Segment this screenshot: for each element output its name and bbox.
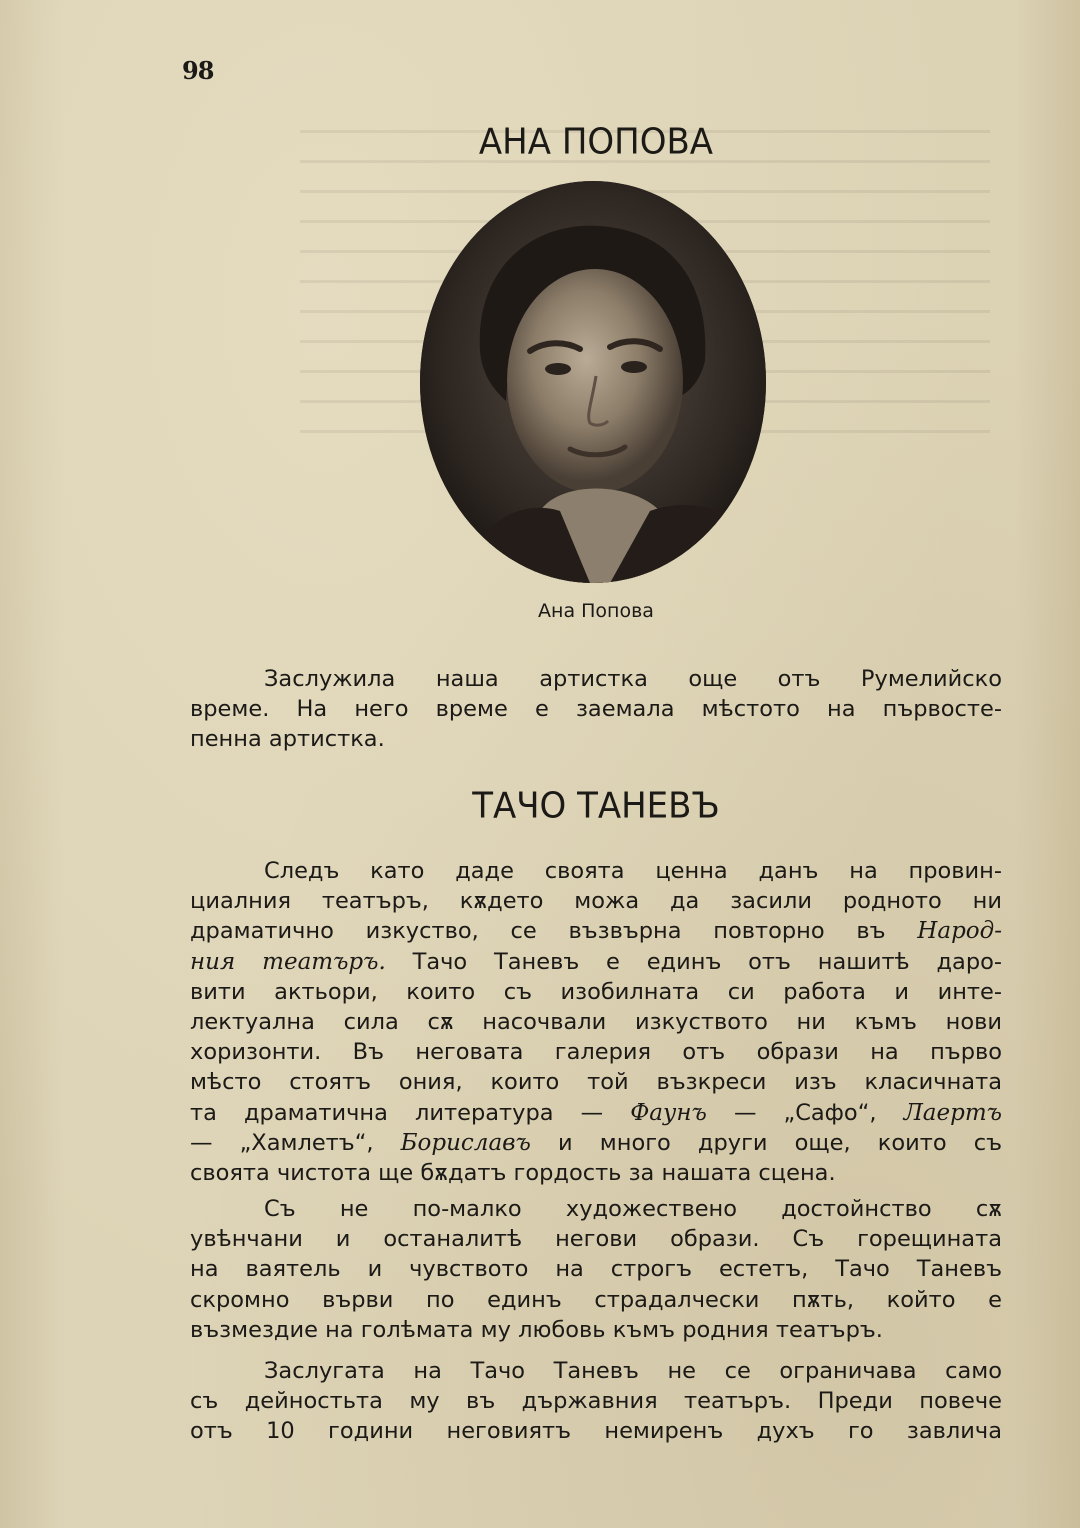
- text-line: скромно върви по единъ страдалчески пѫть, който е: [190, 1286, 1002, 1313]
- text-line: [190, 1128, 1002, 1158]
- italic-text: Фаунъ: [630, 1099, 707, 1126]
- text-line: циалния театъръ, кѫдето можа да засили родното ни: [190, 888, 1002, 915]
- italic-text: Бориславъ: [400, 1129, 531, 1156]
- text-line: възмездие на голѣмата му любовь къмъ родния театъръ.: [190, 1316, 883, 1343]
- text-line: Заслужила наша артистка още отъ Румелийско: [264, 666, 1002, 692]
- italic-text: Лаертъ: [903, 1099, 1002, 1126]
- section-title-ana-popova: АНА ПОПОВА: [478, 121, 714, 163]
- italic-text: Народ-: [917, 918, 1002, 945]
- text-line: Заслугата на Тачо Таневъ не се ограничава само: [264, 1358, 1002, 1384]
- portrait-photo: [420, 181, 766, 583]
- paragraph-tacho-1: [190, 856, 1002, 1188]
- italic-text: ния театъръ.: [190, 948, 386, 975]
- text-line: мѣсто стоятъ ония, които той възкреси изъ класичната: [190, 1069, 1002, 1096]
- text-line: Следъ като даде своята ценна данъ на провин-: [264, 858, 1002, 884]
- paragraph-tacho-2: [190, 1194, 1002, 1345]
- text-line: [190, 947, 1002, 977]
- photo-caption: Ана Попова: [538, 600, 654, 622]
- paragraph-ana-popova: [190, 664, 1002, 755]
- text-line: време. На него време е заемала мѣстото на първосте-: [190, 696, 1002, 723]
- text-line: увѣнчани и останалитѣ негови образи. Съ горещината: [190, 1226, 1002, 1253]
- page-number: 98: [182, 56, 214, 85]
- text-line: вити актьори, които съ изобилната си работа и инте-: [190, 978, 1002, 1005]
- text-line: лектуална сила сѫ насочвали изкуството ни къмъ нови: [190, 1008, 1002, 1035]
- text-line: хоризонти. Въ неговата галерия отъ образи на първо: [190, 1039, 1002, 1066]
- text-line: на ваятель и чувството на строгъ естетъ, Тачо Таневъ: [190, 1256, 1002, 1283]
- text-line: [190, 1098, 1002, 1128]
- text-span: та драматична литература —: [190, 1099, 631, 1126]
- text-line: съ дейностьта му въ държавния театъръ. Преди повече: [190, 1388, 1002, 1415]
- text-span: драматично изкуство, се възвърна повторно въ: [190, 918, 918, 945]
- text-span: Тачо Таневъ е единъ отъ нашитѣ даро-: [385, 948, 1002, 975]
- paragraph-tacho-3: [190, 1356, 1002, 1447]
- text-line: пенна артистка.: [190, 726, 385, 753]
- text-line: отъ 10 години неговиятъ немиренъ духъ го завлича: [190, 1418, 1002, 1445]
- text-span: и много други още, които съ: [530, 1129, 1002, 1156]
- text-span: — „Сафо“,: [706, 1099, 904, 1126]
- section-title-tacho-tanev: ТАЧО ТАНЕВЪ: [472, 785, 720, 827]
- text-line: [190, 916, 1002, 946]
- text-line: Съ не по-малко художествено достойнство сѫ: [264, 1196, 1002, 1222]
- text-line: своята чистота ще бѫдатъ гордость за нашата сцена.: [190, 1159, 836, 1186]
- text-span: — „Хамлетъ“,: [190, 1129, 401, 1156]
